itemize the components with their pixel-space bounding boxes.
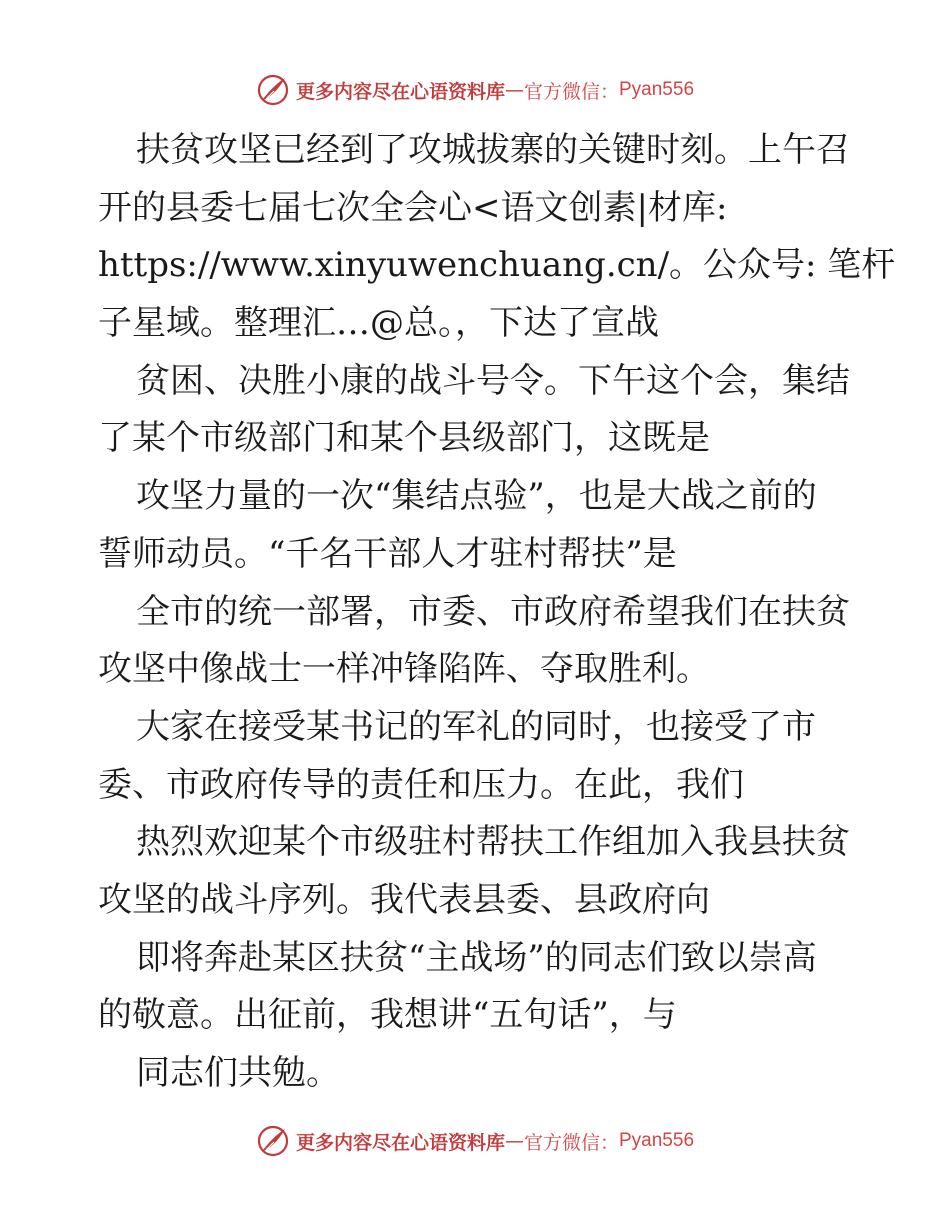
text-line: 贫困、决胜小康的战斗号令。下午这个会，集结 [136, 360, 850, 401]
banner-brand: 更多内容尽在心语资料库 [295, 1131, 505, 1154]
banner-official-label: 官方微信： [523, 1131, 619, 1154]
document-body [98, 122, 896, 1103]
banner-separator: — [504, 1130, 524, 1152]
text-line: 大家在接受某书记的军礼的同时，也接受了市 [136, 706, 816, 747]
text-line: 誓师动员。“千名干部人才驻村帮扶”是 [98, 533, 677, 574]
header-banner [0, 70, 950, 110]
text-line: 委、市政府传导的责任和压力。在此，我们 [98, 764, 744, 805]
text-line: 同志们共勉。 [136, 1053, 340, 1093]
text-line: 攻坚的战斗序列。我代表县委、县政府向 [98, 879, 710, 920]
text-line: https://www.xinyuwenchuang.cn/。公众号: 笔杆 [98, 245, 896, 286]
text-line: 的敬意。出征前，我想讲“五句话”，与 [98, 995, 677, 1036]
text-line: 攻坚力量的一次“集结点验”，也是大战之前的 [136, 476, 817, 517]
banner-wechat-id: Pyan556 [619, 1130, 695, 1151]
text-line: 开的县委七届七次全会心<语文创素|材库: [98, 187, 728, 228]
banner-separator: — [504, 79, 524, 101]
quill-logo-icon [256, 73, 290, 107]
text-line: 扶贫攻坚已经到了攻城拔寨的关键时刻。上午召 [136, 130, 850, 170]
text-line: 即将奔赴某区扶贫“主战场”的同志们致以崇高 [136, 937, 817, 978]
banner-wechat-id: Pyan556 [619, 79, 695, 100]
quill-logo-icon [256, 1124, 290, 1158]
footer-banner [0, 1121, 950, 1161]
banner-brand: 更多内容尽在心语资料库 [295, 80, 505, 103]
text-line: 全市的统一部署，市委、市政府希望我们在扶贫 [136, 591, 850, 632]
text-line: 热烈欢迎某个市级驻村帮扶工作组加入我县扶贫 [136, 822, 850, 863]
text-line: 攻坚中像战士一样冲锋陷阵、夺取胜利。 [98, 649, 710, 690]
text-line: 了某个市级部门和某个县级部门，这既是 [98, 418, 710, 459]
text-line: 子星域。整理汇…@总。，下达了宣战 [98, 303, 659, 344]
banner-official-label: 官方微信： [523, 80, 619, 103]
